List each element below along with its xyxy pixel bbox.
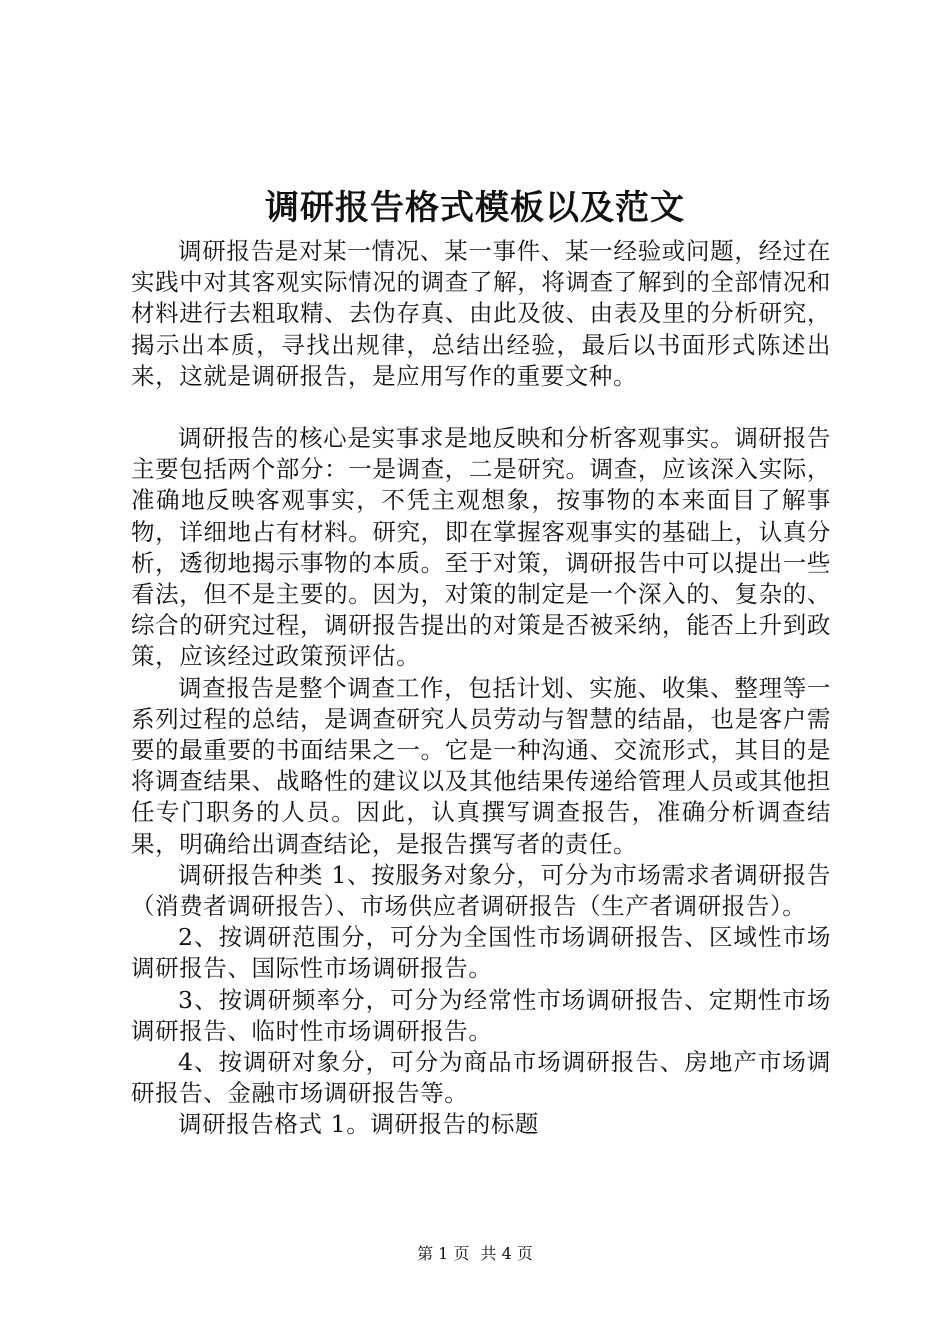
paragraph-format-heading: 调研报告格式 1。调研报告的标题 [178, 1110, 540, 1139]
paragraph-types-2: 2、按调研范围分，可分为全国性市场调研报告、区域性市场调研报告、国际性市场调研报告。 [131, 923, 831, 983]
paragraph-types-1: 调研报告种类 1、按服务对象分，可分为市场需求者调研报告（消费者调研报告）、市场供应者调研报告（生产者调研报告）。 [131, 860, 831, 921]
page-footer [0, 1242, 950, 1266]
document-title: 调研报告格式模板以及范文 [265, 188, 685, 228]
page-number: 第 1 页 [417, 1244, 470, 1263]
page-total: 共 4 页 [480, 1244, 533, 1263]
paragraph-survey-report: 调查报告是整个调查工作，包括计划、实施、收集、整理等一系列过程的总结，是调查研究人员劳动与智慧的结晶，也是客户需要的最重要的书面结果之一。它是一种沟通、交流形式，其目的是将调查结果、战略性的建议以及其他结果传递给管理人员或其他担任专门职务的人员。因此，认真撰写调查报告，准确分析调查结果，明确给出调查结论，是报告撰写者的责任。 [131, 673, 831, 858]
paragraph-types-3: 3、按调研频率分，可分为经常性市场调研报告、定期性市场调研报告、临时性市场调研报告。 [131, 985, 831, 1045]
paragraph-core: 调研报告的核心是实事求是地反映和分析客观事实。调研报告主要包括两个部分：一是调查，二是研究。调查，应该深入实际，准确地反映客观事实，不凭主观想象，按事物的本来面目了解事物，详细地占有材料。研究，即在掌握客观事实的基础上，认真分析，透彻地揭示事物的本质。至于对策，调研报告中可以提出一些看法，但不是主要的。因为，对策的制定是一个深入的、复杂的、综合的研究过程，调研报告提出的对策是否被采纳，能否上升到政策，应该经过政策预评估。 [131, 424, 831, 671]
paragraph-types-4: 4、按调研对象分，可分为商品市场调研报告、房地产市场调研报告、金融市场调研报告等。 [131, 1048, 831, 1108]
paragraph-intro: 调研报告是对某一情况、某一事件、某一经验或问题，经过在实践中对其客观实际情况的调查了解，将调查了解到的全部情况和材料进行去粗取精、去伪存真、由此及彼、由表及里的分析研究，揭示出本质，寻找出规律，总结出经验，最后以书面形式陈述出来，这就是调研报告，是应用写作的重要文种。 [131, 237, 831, 390]
document-body [131, 236, 831, 1141]
